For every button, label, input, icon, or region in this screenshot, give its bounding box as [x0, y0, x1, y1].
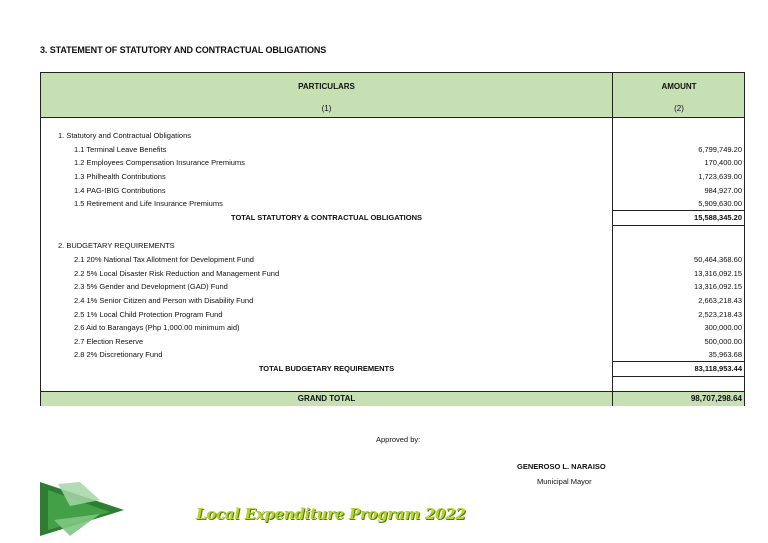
table-row-amount: 2,523,218.43 [698, 310, 742, 319]
green-triangle-logo-icon [40, 480, 126, 538]
particulars-header: PARTICULARS [298, 82, 355, 91]
column-2-label: (2) [674, 104, 684, 113]
table-row-amount: 5,909,630.00 [698, 199, 742, 208]
table-row-amount: 13,316,092.15 [694, 282, 742, 291]
subtotal-rule [613, 225, 745, 226]
subtotal-rule [613, 210, 745, 211]
table-row-label: 1.4 PAG-IBIG Contributions [74, 186, 166, 195]
table-row-amount: 984,927.00 [704, 186, 742, 195]
obligations-table [40, 72, 745, 406]
table-row-amount: 13,316,092.15 [694, 269, 742, 278]
amount-header: AMOUNT [661, 82, 697, 91]
group-heading: 2. BUDGETARY REQUIREMENTS [58, 241, 175, 250]
table-row-amount: 50,464,368.60 [694, 255, 742, 264]
grand-total-amount: 98,707,298.64 [690, 394, 742, 403]
table-row-label: 2.7 Election Reserve [74, 337, 144, 346]
group-heading: 1. Statutory and Contractual Obligations [58, 131, 191, 140]
table-row-label: 2.6 Aid to Barangays (Php 1,000.00 minimum aid) [74, 323, 240, 332]
table-row-amount: 300,000.00 [704, 323, 742, 332]
table-row-label: 2.5 1% Local Child Protection Program Fund [74, 310, 223, 319]
subtotal-label: TOTAL STATUTORY & CONTRACTUAL OBLIGATIONS [231, 213, 422, 222]
signatory-name: GENEROSO L. NARAISO [517, 462, 606, 471]
footer-program-title: Local Expenditure Program 2022 [196, 505, 466, 523]
column-1-label: (1) [321, 104, 332, 113]
subtotal-rule [613, 361, 745, 362]
table-row-amount: 1,723,639.00 [698, 172, 742, 181]
table-row-label: 2.3 5% Gender and Development (GAD) Fund [74, 282, 228, 291]
subtotal-amount: 15,588,345.20 [694, 213, 742, 222]
table-row-label: 2.2 5% Local Disaster Risk Reduction and Management Fund [74, 269, 280, 278]
table-row-amount: 170,400.00 [704, 158, 742, 167]
table-header [41, 73, 744, 118]
table-row-label: 2.8 2% Discretionary Fund [74, 350, 163, 359]
approved-by-label: Approved by: [376, 435, 421, 444]
grand-total-label: GRAND TOTAL [297, 394, 356, 403]
section-title: 3. STATEMENT OF STATUTORY AND CONTRACTUAL OBLIGATIONS [40, 45, 327, 55]
table-row-label: 1.1 Terminal Leave Benefits [74, 145, 167, 154]
subtotal-label: TOTAL BUDGETARY REQUIREMENTS [258, 364, 395, 373]
grand-total-row [41, 391, 744, 406]
table-row-label: 1.2 Employees Compensation Insurance Premiums [74, 158, 245, 167]
table-row-label: 1.5 Retirement and Life Insurance Premiums [74, 199, 223, 208]
subtotal-rule [613, 376, 745, 377]
table-row-amount: 500,000.00 [704, 337, 742, 346]
table-row-amount: 35,963.68 [708, 350, 742, 359]
table-row-label: 2.4 1% Senior Citizen and Person with Disability Fund [74, 296, 254, 305]
table-row-amount: 6,799,749.20 [698, 145, 742, 154]
signatory-title: Municipal Mayor [537, 477, 592, 486]
table-row-label: 2.1 20% National Tax Allotment for Development Fund [74, 255, 254, 264]
table-row-label: 1.3 Philhealth Contributions [74, 172, 166, 181]
subtotal-amount: 83,118,953.44 [694, 364, 742, 373]
table-row-amount: 2,663,218.43 [698, 296, 742, 305]
